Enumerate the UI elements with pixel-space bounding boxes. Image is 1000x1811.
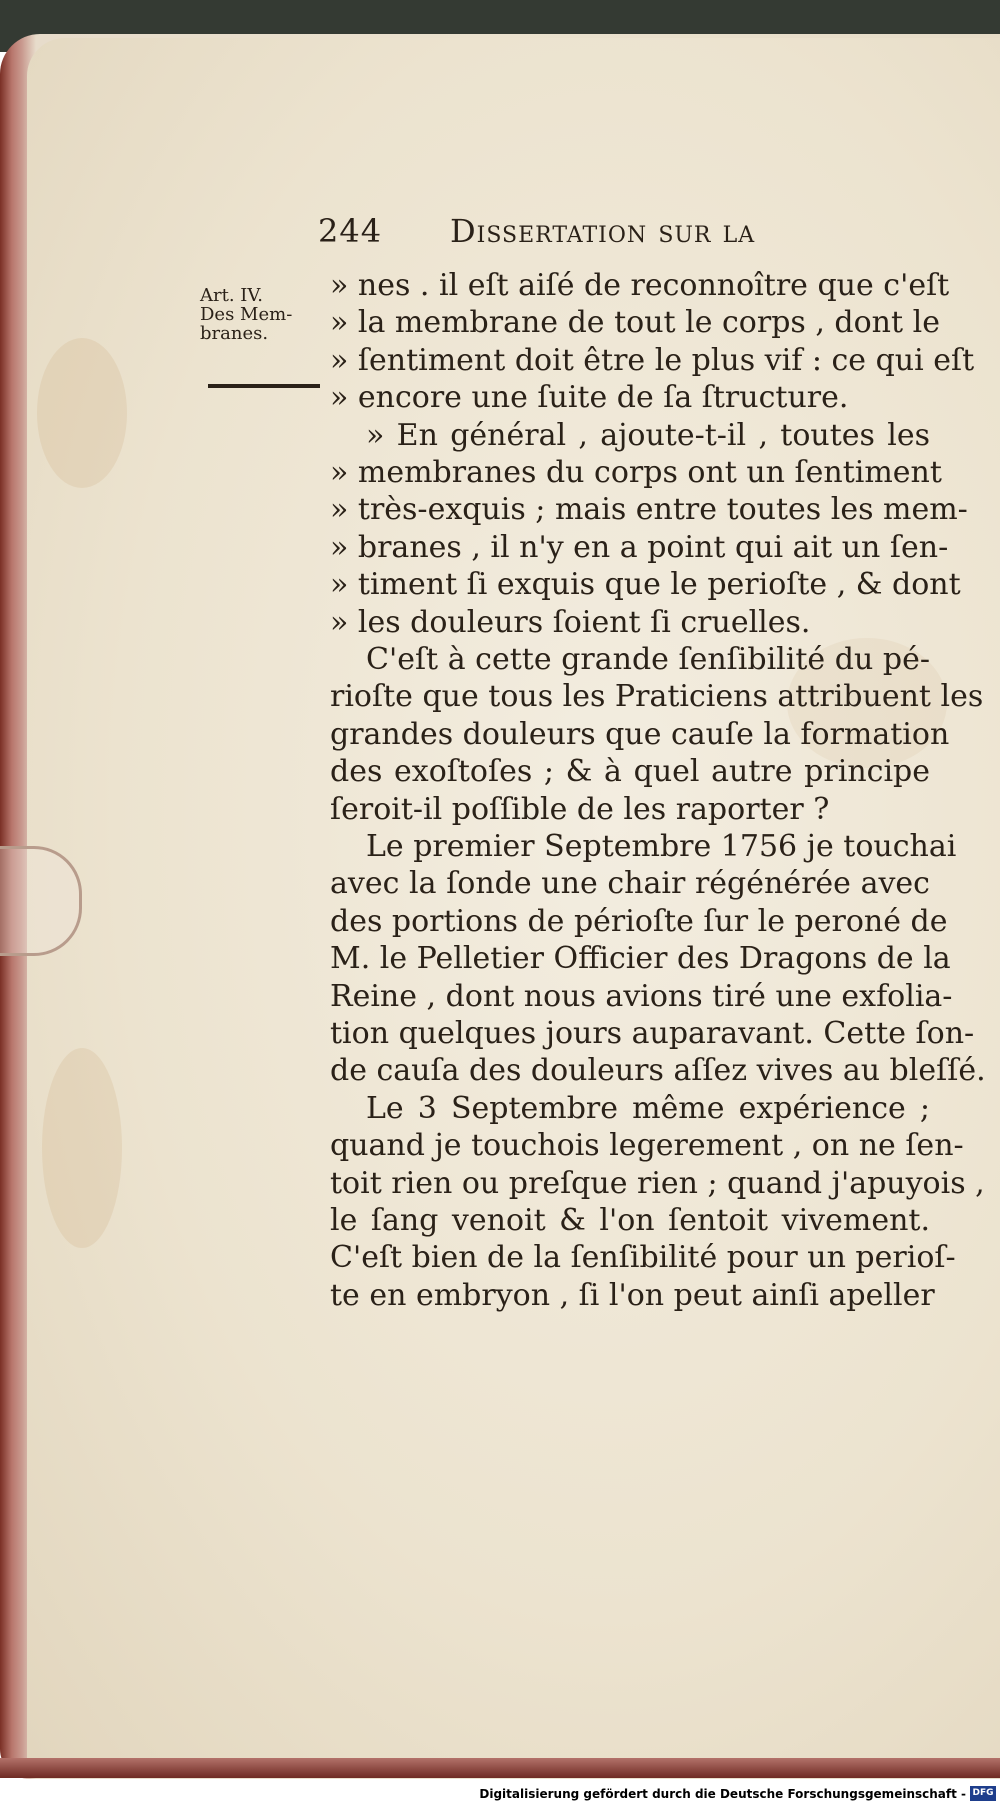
text-line: rioſte que tous les Praticiens attribuent les <box>330 679 984 715</box>
running-title: Dissertation sur la <box>450 212 756 250</box>
text-line: ſeroit-il poſſible de les raporter ? <box>330 791 830 827</box>
page-header <box>318 212 938 252</box>
text-line: Reine , dont nous avions tiré une exfolia- <box>330 978 953 1014</box>
text-line: Le premier Septembre 1756 je touchai <box>366 829 957 864</box>
text-line: des portions de périoſte ſur le peroné de <box>330 903 948 939</box>
paper-stain <box>37 338 127 488</box>
text-line: Le 3 Septembre même expérience ; <box>366 1090 930 1126</box>
page-edge <box>0 1758 1000 1778</box>
text-line: quand je touchois legerement , on ne ſen- <box>330 1128 964 1164</box>
text-line: » timent ſi exquis que le perioſte , & dont <box>330 567 961 603</box>
margin-rule <box>208 384 320 388</box>
text-line: grandes douleurs que cauſe la formation <box>330 716 950 752</box>
footer <box>0 1779 1000 1811</box>
text-line: » encore une ſuite de ſa ſtructure. <box>330 380 849 416</box>
text-line: avec la ſonde une chair régénérée avec <box>330 866 930 902</box>
margin-note <box>200 286 330 343</box>
paper-stain <box>42 1048 122 1248</box>
text-line: » la membrane de tout le corps , dont le <box>330 305 940 341</box>
text-line: le ſang venoit & l'on ſentoit vivement. <box>330 1203 930 1238</box>
dfg-logo: DFG <box>970 1786 996 1801</box>
text-line: » membranes du corps ont un ſentiment <box>330 455 942 490</box>
page-clip <box>0 846 82 956</box>
text-line: M. le Pelletier Officier des Dragons de la <box>330 941 951 977</box>
text-line: » les douleurs ſoient ſi cruelles. <box>330 604 811 640</box>
margin-note-line: branes. <box>200 323 269 344</box>
text-line: te en embryon , ſi l'on peut ainſi apeller <box>330 1277 935 1313</box>
text-line: » En général , ajoute-t-il , toutes les <box>366 417 930 453</box>
page-number: 244 <box>318 212 383 250</box>
text-line: toit rien ou preſque rien ; quand j'apuyois , <box>330 1165 985 1201</box>
text-line: de cauſa des douleurs aſſez vives au bleſſé. <box>330 1053 986 1089</box>
text-line: » ſentiment doit être le plus vif : ce qui eſt <box>330 342 975 378</box>
text-line: C'eſt bien de la ſenſibilité pour un perioſ- <box>330 1240 956 1276</box>
text-line: » branes , il n'y en a point qui ait un ſen- <box>330 529 949 565</box>
margin-note-line: Art. IV. <box>200 285 263 306</box>
text-line: » très-exquis ; mais entre toutes les mem- <box>330 492 968 528</box>
text-line: C'eſt à cette grande ſenſibilité du pé- <box>366 642 930 677</box>
text-line: » nes . il eſt aiſé de reconnoître que c'eſt <box>330 268 950 303</box>
margin-note-line: Des Mem- <box>200 304 293 325</box>
footer-credit: Digitalisierung gefördert durch die Deutsche Forschungsgemeinschaft - <box>479 1787 966 1801</box>
text-line: des exoſtoſes ; & à quel autre principe <box>330 754 930 790</box>
text-line: tion quelques jours auparavant. Cette ſon- <box>330 1016 975 1051</box>
